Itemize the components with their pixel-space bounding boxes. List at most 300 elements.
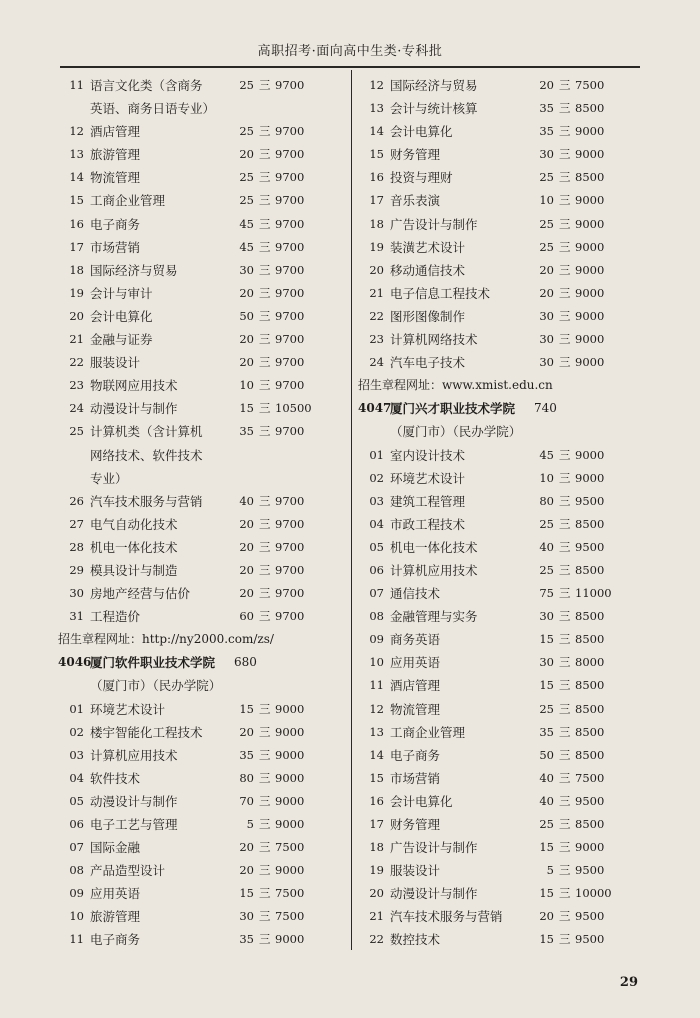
major-name: 环境艺术设计: [390, 470, 466, 486]
tuition-fee: 8500: [575, 609, 605, 624]
enrollment-count: 15: [239, 401, 254, 416]
major-name: 汽车技术服务与营销: [90, 493, 203, 509]
enrollment-count: 40: [539, 539, 554, 554]
major-name: 财务管理: [390, 147, 441, 163]
institution-location: [362, 420, 654, 443]
program-years: 三: [559, 355, 571, 370]
major-code: 14: [369, 747, 384, 762]
major-name: 通信技术: [390, 586, 441, 602]
tuition-fee: 9700: [275, 170, 305, 185]
institution-location: [62, 674, 354, 697]
major-name: 电子商务: [90, 932, 141, 948]
enrollment-count: 20: [539, 262, 554, 277]
enrollment-count: 25: [239, 124, 254, 139]
major-code: 01: [69, 701, 84, 716]
enrollment-count: 50: [539, 747, 554, 762]
program-years: 三: [259, 424, 271, 439]
enrollment-count: 20: [239, 840, 254, 855]
major-name: 物流管理: [390, 701, 441, 717]
major-code: 08: [69, 863, 84, 878]
major-code: 19: [369, 239, 384, 254]
enrollment-count: 15: [539, 886, 554, 901]
enrollment-count: 30: [239, 909, 254, 924]
tuition-fee: 7500: [575, 78, 605, 92]
major-code: 27: [69, 516, 84, 531]
program-years: 三: [559, 793, 571, 808]
program-years: 三: [559, 632, 571, 647]
program-years: 三: [559, 562, 571, 577]
major-code: 21: [69, 332, 84, 347]
major-row: [62, 698, 354, 721]
major-name: 机电一体化技术: [90, 539, 178, 555]
institution-total: 740: [534, 401, 557, 416]
running-header: [60, 30, 640, 68]
major-name: 市场营销: [90, 239, 141, 255]
major-code: 18: [69, 262, 84, 277]
major-code: 20: [369, 262, 384, 277]
major-name: 广告设计与制作: [390, 840, 478, 856]
major-name: 动漫设计与制作: [90, 793, 178, 809]
enrollment-count: 30: [539, 147, 554, 162]
major-code: 14: [369, 124, 384, 139]
major-code: 22: [369, 932, 384, 947]
major-name: 酒店管理: [90, 124, 141, 140]
major-name: 会计与统计核算: [390, 101, 478, 117]
enrollment-count: 30: [539, 332, 554, 347]
tuition-fee: 9000: [575, 470, 605, 485]
program-years: 三: [259, 516, 271, 531]
tuition-fee: 9700: [275, 308, 305, 323]
major-code: 12: [369, 701, 384, 716]
enrollment-count: 20: [239, 539, 254, 554]
program-years: 三: [559, 840, 571, 855]
enrollment-count: 20: [239, 863, 254, 878]
major-name: 旅游管理: [90, 147, 141, 163]
major-code: 02: [369, 470, 384, 485]
tuition-fee: 9700: [275, 239, 305, 254]
major-code: 11: [369, 678, 384, 693]
major-code: 10: [369, 655, 384, 670]
enrollment-count: 25: [539, 216, 554, 231]
enrollment-count: 60: [239, 609, 254, 624]
enrollment-count: 20: [539, 285, 554, 300]
major-name: 工商企业管理: [90, 193, 166, 209]
major-row: [62, 882, 354, 905]
major-code: 03: [69, 747, 84, 762]
institution-code: 4047: [358, 401, 392, 416]
major-row: [362, 213, 654, 236]
tuition-fee: 9700: [275, 355, 305, 370]
major-code: 22: [69, 355, 84, 370]
program-years: 三: [559, 124, 571, 139]
tuition-fee: 9700: [275, 147, 305, 162]
major-code: 16: [369, 170, 384, 185]
major-name: 国际经济与贸易: [90, 262, 178, 278]
program-years: 三: [559, 817, 571, 831]
enrollment-count: 30: [539, 655, 554, 670]
major-code: 26: [69, 493, 84, 508]
program-years: 三: [259, 262, 271, 277]
program-years: 三: [259, 724, 271, 739]
major-code: 23: [69, 378, 84, 393]
enrollment-count: 30: [539, 308, 554, 323]
major-code: 30: [69, 586, 84, 601]
tuition-fee: 9700: [275, 285, 305, 300]
major-row: [362, 444, 654, 467]
enrollment-count: 20: [539, 78, 554, 92]
admission-website: [58, 628, 354, 651]
enrollment-count: 35: [539, 724, 554, 739]
major-row: [362, 721, 654, 744]
major-row: [362, 859, 654, 882]
major-name: 工程造价: [90, 609, 141, 625]
institution-heading: [58, 651, 354, 674]
tuition-fee: 9700: [275, 378, 305, 393]
major-name-continuation: [62, 467, 354, 490]
enrollment-count: 25: [539, 562, 554, 577]
program-years: 三: [559, 308, 571, 323]
program-years: 三: [259, 886, 271, 901]
major-name: 物流管理: [90, 170, 141, 186]
major-code: 20: [69, 308, 84, 323]
major-row: [362, 282, 654, 305]
major-name: 服装设计: [390, 863, 441, 879]
right-column: [358, 74, 654, 952]
enrollment-count: 10: [539, 470, 554, 485]
major-code: 07: [69, 840, 84, 855]
major-row: [62, 536, 354, 559]
tuition-fee: 9000: [575, 193, 605, 208]
major-code: 18: [369, 216, 384, 231]
program-years: 三: [259, 609, 271, 624]
program-years: 三: [559, 285, 571, 300]
tuition-fee: 9000: [575, 262, 605, 277]
enrollment-count: 20: [239, 285, 254, 300]
major-row: [62, 859, 354, 882]
major-code: 15: [69, 193, 84, 208]
enrollment-count: 15: [539, 840, 554, 855]
major-row: [362, 790, 654, 813]
major-name: 国际金融: [90, 840, 141, 856]
location-text: （厦门市）（民办学院）: [390, 424, 522, 440]
major-row: [62, 928, 354, 951]
tuition-fee: 8500: [575, 170, 605, 185]
major-name: 机电一体化技术: [390, 539, 478, 555]
major-code: 23: [369, 332, 384, 347]
enrollment-count: 15: [539, 678, 554, 693]
tuition-fee: 9700: [275, 516, 305, 531]
major-code: 21: [369, 909, 384, 924]
major-row: [62, 767, 354, 790]
page-number: 29: [619, 975, 638, 990]
major-name: 金融与证券: [90, 332, 153, 348]
major-name: 投资与理财: [390, 170, 453, 186]
program-years: 三: [559, 239, 571, 254]
major-row: [362, 305, 654, 328]
major-name: 会计与审计: [90, 285, 153, 301]
major-name: 建筑工程管理: [390, 493, 466, 509]
tuition-fee: 9700: [275, 332, 305, 347]
tuition-fee: 9000: [275, 863, 305, 878]
program-years: 三: [559, 678, 571, 693]
program-years: 三: [259, 840, 271, 855]
major-code: 04: [369, 516, 384, 531]
major-name: 计算机类（含计算机: [90, 424, 203, 440]
program-years: 三: [259, 932, 271, 947]
enrollment-count: 10: [239, 378, 254, 393]
enrollment-count: 25: [239, 170, 254, 185]
program-years: 三: [559, 724, 571, 739]
institution-name: 厦门兴才职业技术学院: [390, 401, 516, 417]
major-row: [362, 605, 654, 628]
major-name: 市场营销: [390, 770, 441, 786]
major-row: [362, 143, 654, 166]
major-name: 环境艺术设计: [90, 701, 166, 717]
tuition-fee: 9000: [275, 724, 305, 739]
program-years: 三: [259, 285, 271, 300]
tuition-fee: 9000: [575, 239, 605, 254]
enrollment-count: 35: [239, 747, 254, 762]
program-years: 三: [559, 932, 571, 947]
tuition-fee: 9000: [575, 124, 605, 139]
enrollment-count: 5: [546, 863, 554, 878]
enrollment-count: 80: [239, 770, 254, 785]
program-years: 三: [559, 216, 571, 231]
enrollment-count: 45: [539, 447, 554, 462]
program-years: 三: [559, 262, 571, 277]
website-text: 招生章程网址：http://ny2000.com/zs/: [58, 632, 274, 647]
major-code: 01: [369, 447, 384, 462]
tuition-fee: 9000: [575, 355, 605, 370]
major-name: 室内设计技术: [390, 447, 466, 463]
tuition-fee: 9000: [275, 747, 305, 762]
major-code: 05: [69, 793, 84, 808]
tuition-fee: 8000: [575, 655, 605, 670]
tuition-fee: 8500: [575, 632, 605, 647]
program-years: 三: [259, 793, 271, 808]
major-row: [62, 189, 354, 212]
enrollment-count: 25: [539, 239, 554, 254]
tuition-fee: 9000: [575, 332, 605, 347]
tuition-fee: 9000: [575, 285, 605, 300]
major-row: [62, 305, 354, 328]
tuition-fee: 7500: [575, 770, 605, 785]
major-code: 07: [369, 586, 384, 601]
program-years: 三: [559, 101, 571, 116]
major-row: [62, 120, 354, 143]
tuition-fee: 9000: [275, 701, 305, 716]
program-years: 三: [259, 539, 271, 554]
major-code: 18: [369, 840, 384, 855]
enrollment-count: 40: [239, 493, 254, 508]
program-years: 三: [259, 124, 271, 139]
tuition-fee: 8500: [575, 701, 605, 716]
major-name: 广告设计与制作: [390, 216, 478, 232]
tuition-fee: 9000: [575, 147, 605, 162]
tuition-fee: 7500: [275, 886, 305, 901]
major-code: 05: [369, 539, 384, 554]
major-row: [362, 813, 654, 836]
major-code: 17: [369, 193, 384, 208]
enrollment-count: 10: [539, 193, 554, 208]
major-name: 产品造型设计: [90, 863, 166, 879]
major-name: 电子商务: [390, 747, 441, 763]
enrollment-count: 25: [239, 193, 254, 208]
major-row: [362, 882, 654, 905]
major-row: [62, 397, 354, 420]
tuition-fee: 9700: [275, 609, 305, 624]
location-text: （厦门市）（民办学院）: [90, 678, 222, 694]
program-years: 三: [259, 308, 271, 323]
major-name-continuation: [62, 97, 354, 120]
major-row: [62, 74, 354, 97]
program-years: 三: [259, 493, 271, 508]
program-years: 三: [259, 770, 271, 785]
major-name: 楼宇智能化工程技术: [90, 724, 203, 740]
major-row: [62, 374, 354, 397]
enrollment-count: 25: [239, 78, 254, 92]
enrollment-count: 30: [539, 355, 554, 370]
major-code: 24: [369, 355, 384, 370]
major-name: 金融管理与实务: [390, 609, 478, 625]
major-code: 25: [69, 424, 84, 439]
program-years: 三: [559, 470, 571, 485]
enrollment-count: 15: [539, 632, 554, 647]
major-code: 12: [69, 124, 84, 139]
enrollment-count: 20: [239, 516, 254, 531]
program-years: 三: [259, 355, 271, 370]
major-row: [62, 559, 354, 582]
program-years: 三: [259, 909, 271, 924]
major-code: 11: [69, 78, 84, 92]
tuition-fee: 9000: [275, 770, 305, 785]
major-code: 16: [369, 793, 384, 808]
tuition-fee: 8500: [575, 724, 605, 739]
major-code: 13: [69, 147, 84, 162]
major-code: 10: [69, 909, 84, 924]
tuition-fee: 9000: [575, 308, 605, 323]
major-name: 汽车技术服务与营销: [390, 909, 503, 925]
major-code: 02: [69, 724, 84, 739]
major-code: 24: [69, 401, 84, 416]
major-row: [362, 513, 654, 536]
major-row: [362, 189, 654, 212]
tuition-fee: 9700: [275, 262, 305, 277]
major-name: 装潢艺术设计: [390, 239, 466, 255]
enrollment-count: 20: [239, 355, 254, 370]
tuition-fee: 9000: [575, 840, 605, 855]
major-code: 14: [69, 170, 84, 185]
tuition-fee: 11000: [575, 586, 612, 601]
enrollment-count: 20: [239, 586, 254, 601]
program-years: 三: [559, 909, 571, 924]
major-name: 旅游管理: [90, 909, 141, 925]
major-code: 19: [369, 863, 384, 878]
tuition-fee: 9500: [575, 539, 605, 554]
major-code: 15: [369, 147, 384, 162]
major-row: [362, 467, 654, 490]
tuition-fee: 7500: [275, 840, 305, 855]
tuition-fee: 9500: [575, 793, 605, 808]
major-name-cont: 专业）: [90, 470, 128, 486]
program-years: 三: [559, 193, 571, 208]
major-name: 计算机应用技术: [90, 747, 178, 763]
major-code: 15: [369, 770, 384, 785]
enrollment-count: 25: [539, 817, 554, 831]
major-row: [62, 143, 354, 166]
program-years: 三: [559, 332, 571, 347]
enrollment-count: 75: [539, 586, 554, 601]
tuition-fee: 8500: [575, 562, 605, 577]
major-row: [362, 582, 654, 605]
enrollment-count: 20: [239, 562, 254, 577]
enrollment-count: 15: [239, 886, 254, 901]
enrollment-count: 40: [539, 770, 554, 785]
major-code: 08: [369, 609, 384, 624]
major-row: [362, 698, 654, 721]
major-row: [62, 744, 354, 767]
major-row: [362, 166, 654, 189]
major-code: 13: [369, 101, 384, 116]
tuition-fee: 10000: [575, 886, 612, 901]
program-years: 三: [559, 447, 571, 462]
program-years: 三: [259, 401, 271, 416]
program-years: 三: [259, 78, 271, 92]
enrollment-count: 40: [539, 793, 554, 808]
enrollment-count: 25: [539, 701, 554, 716]
major-name: 会计电算化: [390, 793, 453, 809]
program-years: 三: [559, 539, 571, 554]
tuition-fee: 9000: [275, 793, 305, 808]
major-name: 商务英语: [390, 632, 441, 648]
enrollment-count: 5: [246, 817, 254, 831]
major-row: [362, 490, 654, 513]
major-row: [62, 351, 354, 374]
enrollment-count: 25: [539, 170, 554, 185]
major-code: 20: [369, 886, 384, 901]
tuition-fee: 8500: [575, 678, 605, 693]
program-years: 三: [259, 747, 271, 762]
major-row: [362, 328, 654, 351]
major-name: 计算机应用技术: [390, 562, 478, 578]
major-row: [362, 351, 654, 374]
program-years: 三: [559, 863, 571, 878]
major-name: 工商企业管理: [390, 724, 466, 740]
enrollment-count: 25: [539, 516, 554, 531]
program-years: 三: [559, 78, 571, 92]
major-row: [62, 213, 354, 236]
major-name: 模具设计与制造: [90, 562, 178, 578]
major-name: 动漫设计与制作: [390, 886, 478, 902]
major-row: [62, 420, 354, 443]
major-name: 电气自动化技术: [90, 516, 178, 532]
major-name: 应用英语: [90, 886, 141, 902]
program-years: 三: [559, 655, 571, 670]
tuition-fee: 9700: [275, 193, 305, 208]
program-years: 三: [259, 586, 271, 601]
major-row: [362, 905, 654, 928]
major-name: 汽车电子技术: [390, 355, 466, 371]
tuition-fee: 9500: [575, 493, 605, 508]
major-code: 09: [369, 632, 384, 647]
major-row: [62, 790, 354, 813]
enrollment-count: 35: [539, 101, 554, 116]
institution-total: 680: [234, 655, 257, 670]
major-row: [62, 236, 354, 259]
enrollment-count: 30: [539, 609, 554, 624]
program-years: 三: [259, 170, 271, 185]
major-code: 19: [69, 285, 84, 300]
